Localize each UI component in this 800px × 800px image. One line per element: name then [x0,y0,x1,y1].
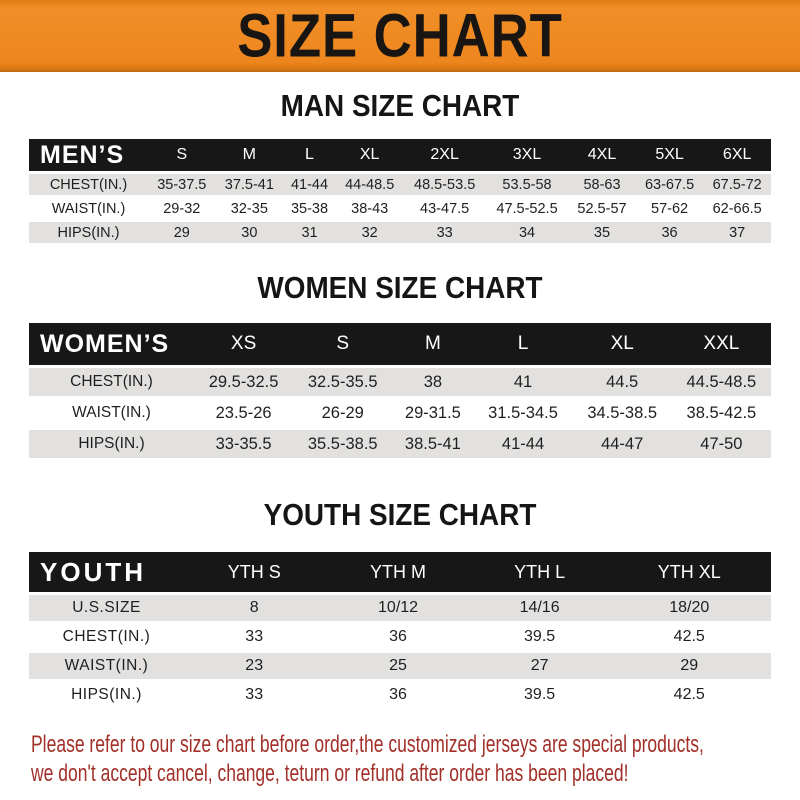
value-cell: 39.5 [472,624,608,650]
size-column-header: 3XL [486,139,568,171]
value-cell: 23.5-26 [194,399,293,427]
value-cell: 44-47 [573,430,672,458]
size-column-header: 4XL [568,139,636,171]
value-cell: 14/16 [472,595,608,621]
value-cell: 42.5 [608,682,772,708]
value-cell: 47.5-52.5 [486,198,568,219]
value-cell: 44.5-48.5 [672,368,771,396]
value-cell: 10/12 [324,595,471,621]
women-section-heading: WOMEN SIZE CHART [257,270,543,305]
size-column-header: S [293,323,392,365]
value-cell: 38 [392,368,473,396]
order-notice-line1: Please refer to our size chart before order,the customized jerseys are special products, [31,731,704,758]
value-cell: 32-35 [216,198,284,219]
value-cell: 29-31.5 [392,399,473,427]
value-cell: 53.5-58 [486,174,568,195]
measurement-row [29,174,771,195]
man-section-heading: MAN SIZE CHART [280,88,520,123]
men-size-table [29,136,771,246]
youth-section-heading: YOUTH SIZE CHART [263,497,537,532]
value-cell: 44-48.5 [336,174,404,195]
size-column-header: XL [573,323,672,365]
value-cell: 35 [568,222,636,243]
value-cell: 27 [472,653,608,679]
value-cell: 37.5-41 [216,174,284,195]
value-cell: 41 [473,368,572,396]
value-cell: 29 [608,653,772,679]
value-cell: 47-50 [672,430,771,458]
value-cell: 38-43 [336,198,404,219]
value-cell: 36 [324,624,471,650]
banner-title: SIZE CHART [237,1,563,70]
measurement-row [29,653,771,679]
value-cell: 38.5-41 [392,430,473,458]
value-cell: 34 [486,222,568,243]
size-column-header: XL [336,139,404,171]
size-column-header: XS [194,323,293,365]
measurement-row [29,595,771,621]
size-column-header: S [148,139,216,171]
value-cell: 41-44 [283,174,336,195]
value-cell: 41-44 [473,430,572,458]
size-column-header: XXL [672,323,771,365]
row-label-cell: HIPS(IN.) [29,430,194,458]
value-cell: 25 [324,653,471,679]
value-cell: 57-62 [636,198,704,219]
size-column-header: YTH M [324,552,471,592]
size-column-header: YTH L [472,552,608,592]
value-cell: 36 [324,682,471,708]
size-column-header: YTH XL [608,552,772,592]
table-title-cell: YOUTH [29,552,184,592]
value-cell: 39.5 [472,682,608,708]
measurement-row [29,368,771,396]
size-column-header: L [283,139,336,171]
row-label-cell: WAIST(IN.) [29,198,148,219]
value-cell: 48.5-53.5 [403,174,485,195]
size-column-header: 5XL [636,139,704,171]
measurement-row [29,198,771,219]
value-cell: 67.5-72 [703,174,771,195]
value-cell: 31 [283,222,336,243]
value-cell: 29.5-32.5 [194,368,293,396]
women-size-table [29,320,771,461]
value-cell: 62-66.5 [703,198,771,219]
size-header-row [29,323,771,365]
size-column-header: YTH S [184,552,324,592]
row-label-cell: CHEST(IN.) [29,368,194,396]
value-cell: 43-47.5 [403,198,485,219]
value-cell: 23 [184,653,324,679]
measurement-row [29,399,771,427]
value-cell: 35.5-38.5 [293,430,392,458]
value-cell: 38.5-42.5 [672,399,771,427]
value-cell: 31.5-34.5 [473,399,572,427]
value-cell: 37 [703,222,771,243]
row-label-cell: HIPS(IN.) [29,682,184,708]
measurement-row [29,430,771,458]
value-cell: 34.5-38.5 [573,399,672,427]
measurement-row [29,222,771,243]
size-header-row [29,139,771,171]
value-cell: 8 [184,595,324,621]
row-label-cell: CHEST(IN.) [29,624,184,650]
value-cell: 29-32 [148,198,216,219]
value-cell: 63-67.5 [636,174,704,195]
value-cell: 30 [216,222,284,243]
value-cell: 52.5-57 [568,198,636,219]
value-cell: 33 [184,682,324,708]
value-cell: 18/20 [608,595,772,621]
value-cell: 33 [184,624,324,650]
value-cell: 36 [636,222,704,243]
row-label-cell: U.S.SIZE [29,595,184,621]
value-cell: 29 [148,222,216,243]
value-cell: 44.5 [573,368,672,396]
size-column-header: M [216,139,284,171]
value-cell: 58-63 [568,174,636,195]
value-cell: 32.5-35.5 [293,368,392,396]
value-cell: 33-35.5 [194,430,293,458]
table-title-cell: MEN’S [29,139,148,171]
size-chart-banner [0,0,800,72]
size-column-header: M [392,323,473,365]
size-column-header: 2XL [403,139,485,171]
row-label-cell: WAIST(IN.) [29,653,184,679]
value-cell: 35-38 [283,198,336,219]
order-notice [31,730,800,788]
youth-size-table [29,549,771,711]
row-label-cell: CHEST(IN.) [29,174,148,195]
value-cell: 35-37.5 [148,174,216,195]
size-column-header: 6XL [703,139,771,171]
value-cell: 26-29 [293,399,392,427]
value-cell: 33 [403,222,485,243]
row-label-cell: WAIST(IN.) [29,399,194,427]
measurement-row [29,624,771,650]
value-cell: 32 [336,222,404,243]
row-label-cell: HIPS(IN.) [29,222,148,243]
table-title-cell: WOMEN’S [29,323,194,365]
measurement-row [29,682,771,708]
value-cell: 42.5 [608,624,772,650]
size-header-row [29,552,771,592]
order-notice-line2: we don't accept cancel, change, teturn or refund after order has been placed! [31,760,629,787]
size-column-header: L [473,323,572,365]
